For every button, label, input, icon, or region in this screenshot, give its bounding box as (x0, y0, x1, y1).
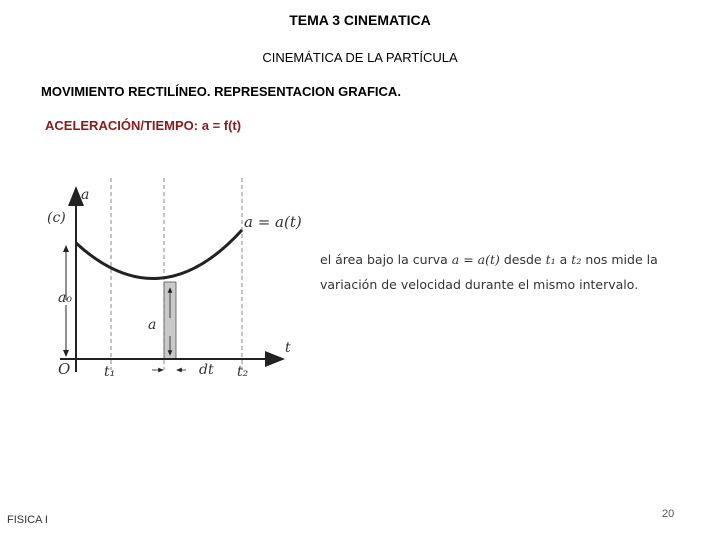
origin-label: O (58, 360, 71, 378)
explanation-formula: a = a(t) (451, 252, 500, 267)
a0-label: a₀ (58, 290, 72, 306)
explanation-text-4: nos mide la (585, 252, 658, 267)
explanation-t1: t₁ (545, 252, 556, 267)
dt-label: dt (199, 362, 214, 378)
acceleration-curve (76, 230, 242, 279)
footer-label: FISICA I (7, 514, 48, 526)
explanation-line-2: variación de velocidad durante el mismo intervalo. (320, 277, 639, 292)
t1-label: t₁ (104, 364, 116, 380)
slide-title: TEMA 3 CINEMATICA (289, 12, 431, 28)
explanation-text-1: el área bajo la curva (320, 252, 448, 267)
panel-label: (c) (47, 210, 66, 226)
x-axis-label: t (285, 340, 291, 356)
page-number: 20 (662, 508, 675, 520)
section-subheading: ACELERACIÓN/TIEMPO: a = f(t) (45, 118, 242, 133)
t2-label: t₂ (237, 364, 249, 380)
explanation-t2: t₂ (571, 252, 582, 267)
section-heading: MOVIMIENTO RECTILÍNEO. REPRESENTACION GRAFICA. (41, 84, 401, 99)
slide-subtitle: CINEMÁTICA DE LA PARTÍCULA (262, 50, 458, 65)
explanation-text-3: a (559, 252, 568, 267)
explanation-line-1 (320, 252, 658, 267)
a-label: a (148, 317, 157, 333)
explanation-text-2: desde (503, 252, 542, 267)
curve-label: a = a(t) (244, 213, 302, 231)
y-axis-label: a (81, 187, 90, 203)
